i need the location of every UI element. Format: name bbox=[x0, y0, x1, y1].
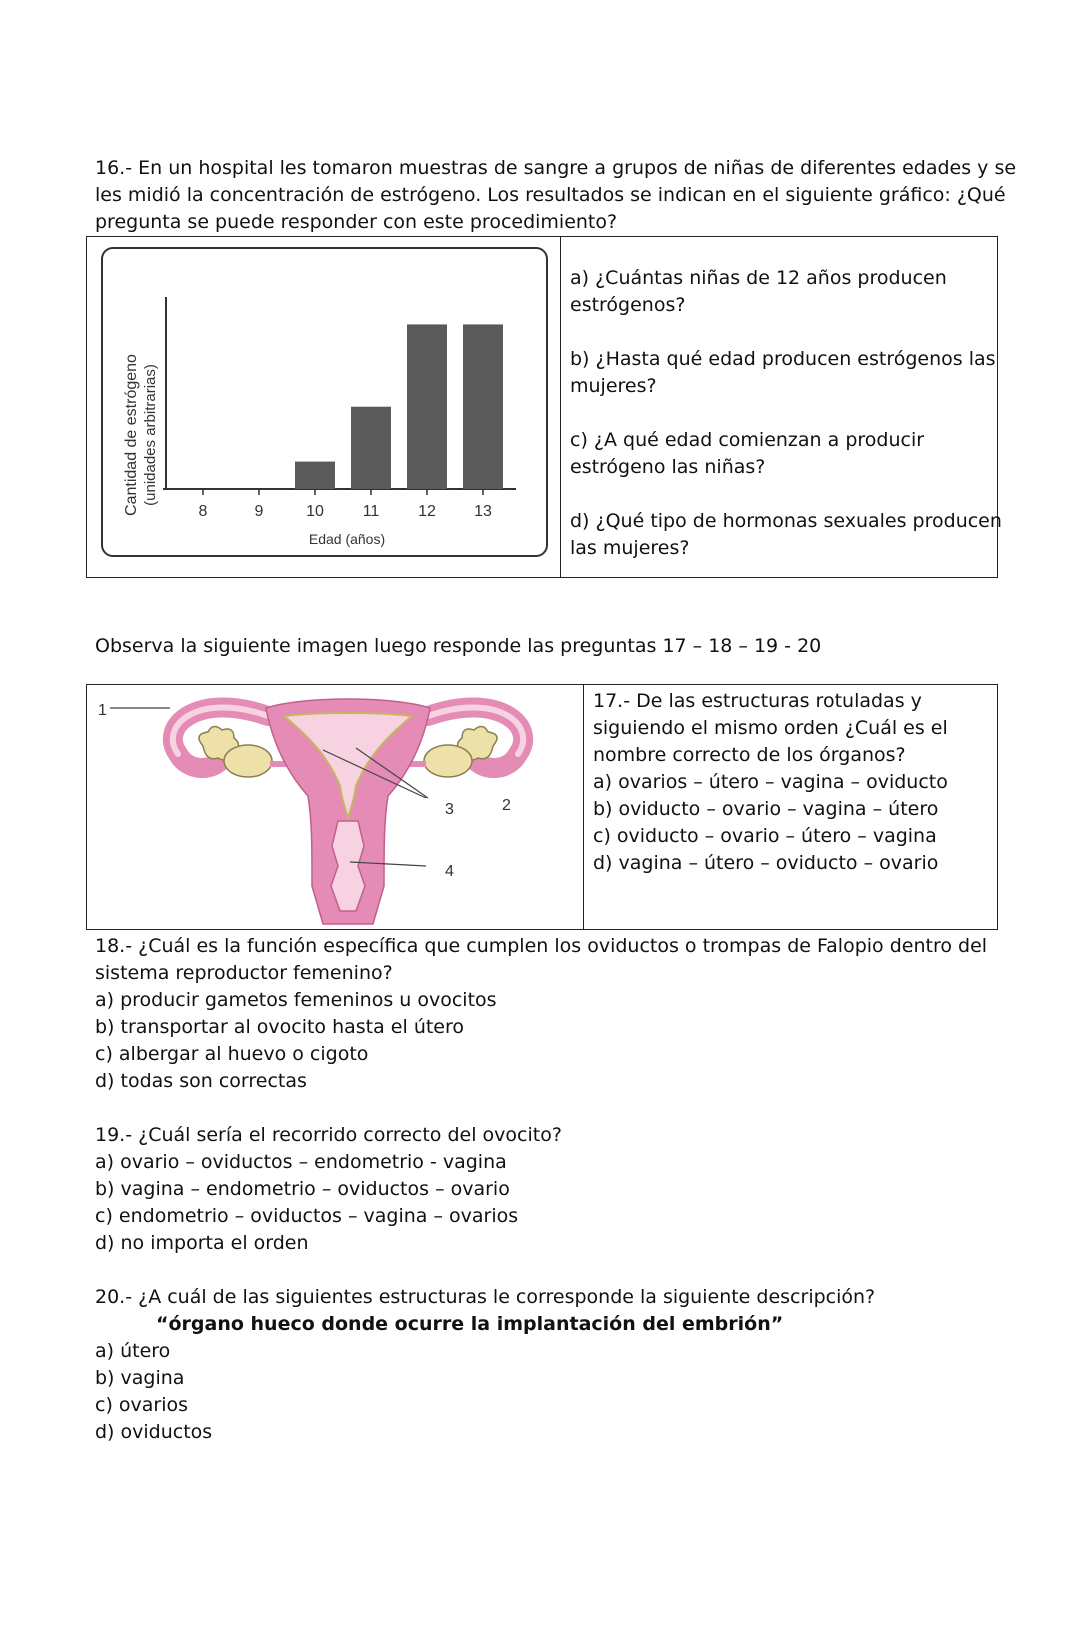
female-reproductive-diagram bbox=[88, 686, 582, 928]
q18-option-b: b) transportar al ovocito hasta el útero bbox=[95, 1016, 465, 1038]
q19-option-d: d) no importa el orden bbox=[95, 1232, 309, 1254]
bar-age-10 bbox=[295, 462, 335, 489]
q16-option-c-line-2: estrógeno las niñas? bbox=[570, 456, 766, 478]
q17-line-1: 17.- De las estructuras rotuladas y bbox=[593, 690, 922, 712]
bars-group bbox=[295, 324, 503, 489]
x-tick-label-11: 11 bbox=[362, 503, 380, 520]
y-axis-label bbox=[123, 354, 159, 516]
q19-option-a: a) ovario – oviductos – endometrio - vagina bbox=[95, 1151, 507, 1173]
q19-option-c: c) endometrio – oviductos – vagina – ovarios bbox=[95, 1205, 519, 1227]
bar-age-12 bbox=[407, 324, 447, 489]
q20-option-c: c) ovarios bbox=[95, 1394, 189, 1416]
instructions-17-20: Observa la siguiente imagen luego responde las preguntas 17 – 18 – 19 - 20 bbox=[95, 635, 822, 657]
q16-line-2: les midió la concentración de estrógeno. Los resultados se indican en el siguiente gráfico: ¿Qué bbox=[95, 184, 1006, 206]
q17-option-d: d) vagina – útero – oviducto – ovario bbox=[593, 852, 939, 874]
q17-option-a: a) ovarios – útero – vagina – oviducto bbox=[593, 771, 948, 793]
x-ticks-group bbox=[199, 489, 492, 520]
q18-line-2: sistema reproductor femenino? bbox=[95, 962, 393, 984]
q19-option-b: b) vagina – endometrio – oviductos – ovario bbox=[95, 1178, 510, 1200]
x-tick-label-9: 9 bbox=[254, 503, 264, 520]
q16-option-d-line-2: las mujeres? bbox=[570, 537, 690, 559]
label-3: 3 bbox=[445, 801, 454, 818]
q18-option-c: c) albergar al huevo o cigoto bbox=[95, 1043, 369, 1065]
label-4: 4 bbox=[445, 863, 454, 880]
q20-option-a: a) útero bbox=[95, 1340, 171, 1362]
right-ovary-shape bbox=[424, 745, 472, 777]
q20-quote: “órgano hueco donde ocurre la implantación del embrión” bbox=[156, 1313, 784, 1335]
q16-line-1: 16.- En un hospital les tomaron muestras de sangre a grupos de niñas de diferentes edades y se bbox=[95, 157, 1017, 179]
q20-option-d: d) oviductos bbox=[95, 1421, 213, 1443]
q18-option-d: d) todas son correctas bbox=[95, 1070, 307, 1092]
q17-line-3: nombre correcto de los órganos? bbox=[593, 744, 906, 766]
q16-option-a-line-2: estrógenos? bbox=[570, 294, 686, 316]
q16-option-a-line-1: a) ¿Cuántas niñas de 12 años producen bbox=[570, 267, 947, 289]
x-tick-label-12: 12 bbox=[418, 503, 436, 520]
bar-age-11 bbox=[351, 407, 391, 489]
q20-question: 20.- ¿A cuál de las siguientes estructuras le corresponde la siguiente descripción? bbox=[95, 1286, 876, 1308]
q19-question: 19.- ¿Cuál sería el recorrido correcto del ovocito? bbox=[95, 1124, 562, 1146]
q16-table-divider bbox=[560, 236, 561, 578]
q16-option-b-line-1: b) ¿Hasta qué edad producen estrógenos las bbox=[570, 348, 996, 370]
label-1: 1 bbox=[98, 702, 107, 719]
label-2: 2 bbox=[502, 797, 511, 814]
q17-option-c: c) oviducto – ovario – útero – vagina bbox=[593, 825, 937, 847]
q18-option-a: a) producir gametos femeninos u ovocitos bbox=[95, 989, 497, 1011]
q17-line-2: siguiendo el mismo orden ¿Cuál es el bbox=[593, 717, 948, 739]
y-axis-label-line-2: (unidades arbitrarias) bbox=[142, 364, 159, 506]
q16-line-3: pregunta se puede responder con este procedimiento? bbox=[95, 211, 618, 233]
y-axis-label-line-1: Cantidad de estrógeno bbox=[123, 354, 140, 516]
q16-option-d-line-1: d) ¿Qué tipo de hormonas sexuales producen bbox=[570, 510, 1002, 532]
x-tick-label-13: 13 bbox=[474, 503, 492, 520]
q20-option-b: b) vagina bbox=[95, 1367, 185, 1389]
x-tick-label-10: 10 bbox=[306, 503, 324, 520]
x-axis-label: Edad (años) bbox=[308, 531, 386, 547]
q17-option-b: b) oviducto – ovario – vagina – útero bbox=[593, 798, 939, 820]
estrogen-bar-chart bbox=[101, 247, 546, 555]
bar-age-13 bbox=[463, 324, 503, 489]
q16-option-b-line-2: mujeres? bbox=[570, 375, 657, 397]
q17-table-divider bbox=[583, 684, 584, 930]
q18-line-1: 18.- ¿Cuál es la función específica que cumplen los oviductos o trompas de Falopio dentro del bbox=[95, 935, 988, 957]
q16-option-c-line-1: c) ¿A qué edad comienzan a producir bbox=[570, 429, 925, 451]
left-ovary-shape bbox=[224, 745, 272, 777]
x-tick-label-8: 8 bbox=[198, 503, 208, 520]
